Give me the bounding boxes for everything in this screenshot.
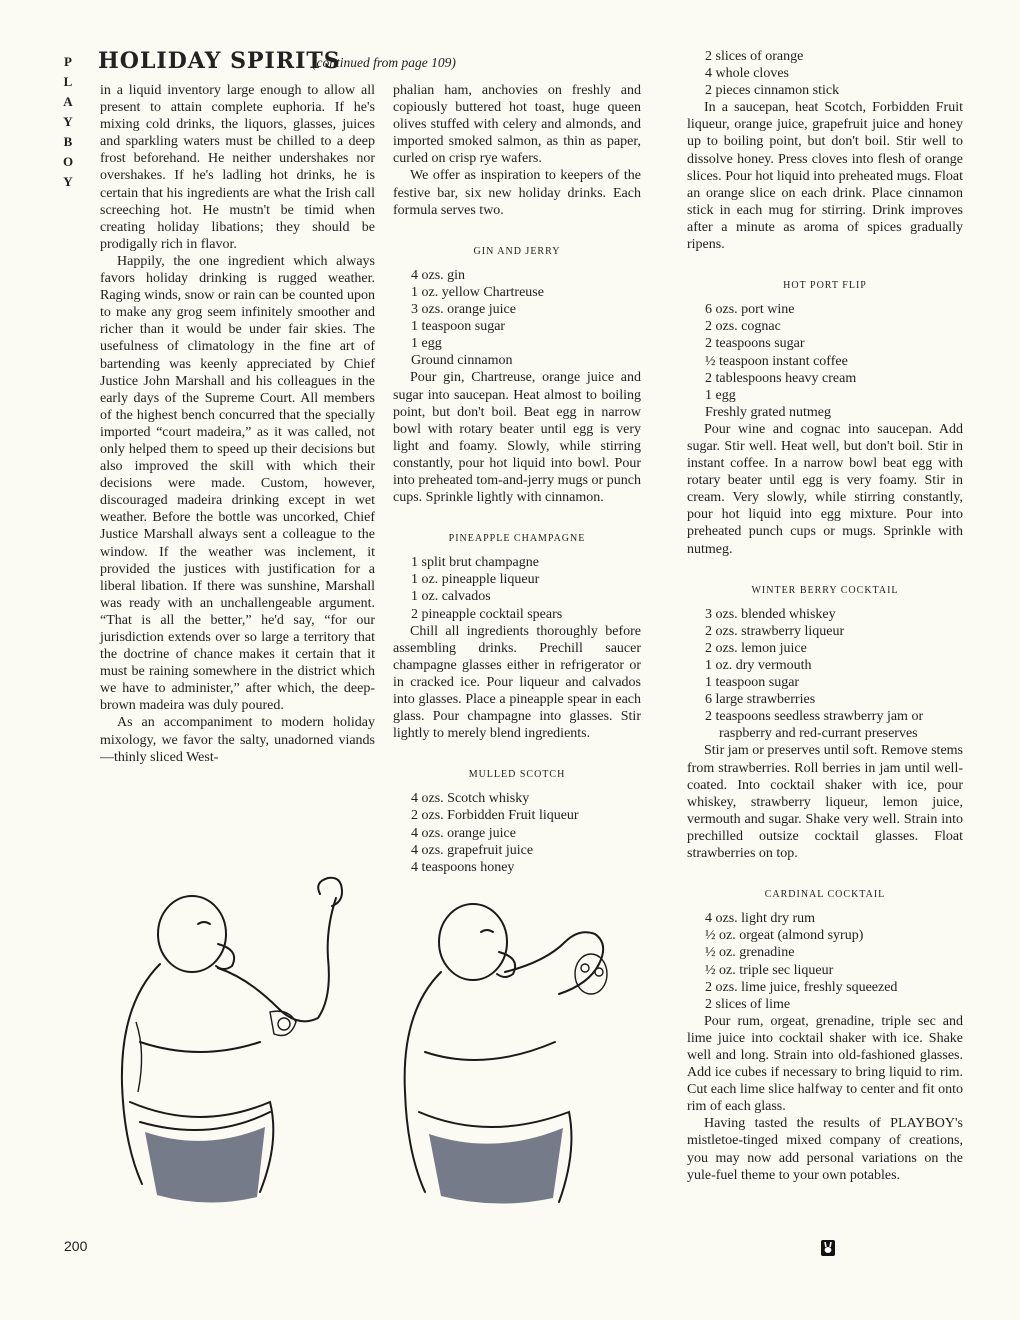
ingredient: 2 teaspoons seedless strawberry jam or	[705, 709, 924, 725]
ingredient: 3 ozs. orange juice	[411, 302, 516, 318]
recipe-method: Chill all ingredients thoroughly before assembling drinks. Prechill saucer champagne glasses either in refrigerator or in cracked ice. Pour liqueur and calvados into glasses. Place a pineapple spear in each glass. Pour champagne into glasses. Stir lightly to merely blend ingredients.	[393, 623, 641, 742]
recipe-heading: GIN AND JERRY	[473, 245, 561, 257]
recipe-heading: PINEAPPLE CHAMPAGNE	[448, 533, 586, 545]
column-1	[100, 82, 375, 766]
ingredient: 6 ozs. port wine	[705, 302, 795, 318]
ingredient: ½ teaspoon instant coffee	[705, 353, 848, 369]
ingredient: 1 egg	[705, 387, 736, 403]
ingredient: 1 oz. pineapple liqueur	[411, 572, 540, 588]
ingredient: 2 ozs. lemon juice	[705, 640, 807, 656]
ingredient: 4 teaspoons honey	[411, 859, 515, 875]
closing-paragraph: Having tasted the results of PLAYBOY's mistletoe-tinged mixed company of creations, you may now add personal variations on the yule-fuel theme to your own potables.	[687, 1116, 963, 1183]
continued-note: (continued from page 109)	[312, 55, 456, 70]
ingredient: Ground cinnamon	[411, 353, 513, 369]
ingredient: 1 teaspoon sugar	[411, 319, 506, 335]
column-2	[393, 82, 641, 876]
recipe-method: In a saucepan, heat Scotch, Forbidden Fruit liqueur, orange juice, grapefruit juice and honey up to boiling point, but don't boil. Stir well to dissolve honey. Press cloves into flesh of orange slices. Pour hot liquid into preheated mugs. Float an orange slice on each drink. Place cinnamon stick in each mug for stirring. Drink improves after a minute as aroma of spices gradually ripens.	[687, 100, 963, 253]
ingredient: 4 whole cloves	[705, 66, 789, 82]
rabbit-logo-icon	[821, 1240, 835, 1256]
letter: P	[64, 54, 72, 69]
ingredient: 2 ozs. Forbidden Fruit liqueur	[411, 808, 579, 824]
ingredient: 1 teaspoon sugar	[705, 675, 800, 691]
paragraph: phalian ham, anchovies on freshly and copiously buttered hot toast, huge queen olives stuffed with celery and almonds, and imported smoked salmon, as thin as paper, curled on crisp rye wafers.	[393, 83, 641, 167]
recipe-heading: WINTER BERRY COCKTAIL	[751, 584, 899, 596]
ingredient: 1 oz. yellow Chartreuse	[411, 284, 544, 300]
letter: A	[63, 94, 73, 109]
letter: B	[63, 134, 73, 149]
ingredient: 2 slices of orange	[705, 49, 804, 64]
ingredient: 4 ozs. grapefruit juice	[411, 842, 534, 858]
ingredient: 2 ozs. cognac	[705, 319, 781, 335]
column-3	[687, 48, 963, 1184]
recipe-heading: CARDINAL COCKTAIL	[764, 889, 886, 901]
recipe-heading: MULLED SCOTCH	[468, 769, 566, 781]
letter: O	[62, 154, 74, 169]
ingredient: 1 split brut champagne	[411, 555, 539, 571]
recipe-method: Pour gin, Chartreuse, orange juice and sugar into saucepan. Heat almost to boiling point, but don't boil. Beat egg in narrow bowl with rotary beater until egg is very light and foamy. Slowly, while stirring constantly, pour hot liquid into bowl. Pour into preheated tom-and-jerry mugs or punch cups. Sprinkle lightly with cinnamon.	[393, 370, 641, 506]
ingredient: 2 pineapple cocktail spears	[411, 606, 563, 622]
ingredient: 2 slices of lime	[705, 996, 791, 1012]
letter: Y	[63, 174, 73, 189]
letter: L	[63, 74, 73, 89]
ingredient-continued: raspberry and red-currant preserves	[719, 726, 918, 742]
page-number: 200	[64, 1238, 88, 1254]
paragraph: in a liquid inventory large enough to allow all present to attain complete euphoria. If he's mixing cold drinks, the liquors, glasses, juices and sparkling waters must be chilled to a deep frost beforehand. He neither undershakes nor overshakes. If he's ladling hot drinks, he is certain that his ingredients are what the Irish call screeching hot. He mustn't be timid when creating holiday libations; they should be prodigally rich in flavor.	[100, 83, 375, 252]
ingredient: 6 large strawberries	[705, 692, 816, 708]
article-title: HOLIDAY SPIRITS	[98, 48, 341, 74]
ingredient: 4 ozs. light dry rum	[705, 911, 816, 927]
ingredient: 2 tablespoons heavy cream	[705, 370, 857, 386]
ingredient: 2 teaspoons sugar	[705, 336, 805, 352]
ingredient: 3 ozs. blended whiskey	[705, 606, 836, 622]
ingredient: ½ oz. triple sec liqueur	[705, 962, 834, 978]
ingredient: ½ oz. orgeat (almond syrup)	[705, 928, 864, 944]
paragraph: We offer as inspiration to keepers of the festive bar, six new holiday drinks. Each formula serves two.	[393, 168, 641, 218]
recipe-method: Pour wine and cognac into saucepan. Add sugar. Stir well. Heat well, but don't boil. Stir in instant coffee. In a narrow bowl beat egg with rotary beater until egg is very foamy. Stir in cream. Very slowly, while stirring constantly, pour hot liquid into egg mixture. Pour into preheated punch cups or mugs. Sprinkle with nutmeg.	[687, 421, 963, 557]
ingredient: 2 pieces cinnamon stick	[705, 83, 840, 99]
ingredient: 2 ozs. strawberry liqueur	[705, 623, 845, 639]
ingredient: 4 ozs. Scotch whisky	[411, 791, 530, 807]
paragraph: As an accompaniment to modern holiday mixology, we favor the salty, unadorned viands—thinly sliced West-	[100, 715, 375, 765]
ingredient: 2 ozs. lime juice, freshly squeezed	[705, 979, 898, 995]
recipe-method: Pour rum, orgeat, grenadine, triple sec and lime juice into cocktail shaker with ice. Shake well and long. Strain into old-fashioned glasses. Add ice cubes if necessary to bring liquid to rim. Cut each lime slice halfway to center and fit onto rim of each glass.	[687, 1013, 963, 1115]
ingredient: 1 oz. calvados	[411, 589, 491, 605]
ingredient: Freshly grated nutmeg	[705, 404, 831, 420]
strongman-flexing-illustration	[100, 872, 375, 1222]
letter: Y	[63, 114, 73, 129]
paragraph: Happily, the one ingredient which always favors holiday drinking is rugged weather. Raging winds, snow or rain can be counted upon to make any grog seem infinitely smoother and richer than it would be under fair skies. The usefulness of climatology in the fine art of bartending was keenly appreciated by Chief Justice John Marshall and his colleagues in the early days of the Supreme Court. All members of the highest bench concurred that the specially imported “court madeira,” as it was called, not only helped them to speed up their decisions but also improved the skill with which their decisions were made. Custom, however, discouraged madeira drinking except in wet weather. Before the bottle was uncorked, Chief Justice Marshall always sent a colleague to the window. If the weather was inclement, it provided the justices with justification for a liberal libation. If there was sunshine, Marshall was ready with an unchallengeable argument. “That is all the better,” he'd say, “for our jurisdiction extends over so large a territory that the doctrine of chance makes it certain that it must be raining somewhere in the district which we have to administer,” after which, the deep-brown madeira was duly poured.	[100, 253, 375, 714]
strongman-with-tattoo-illustration	[395, 872, 665, 1222]
ingredient: 1 oz. dry vermouth	[705, 658, 812, 673]
ingredient: ½ oz. grenadine	[705, 945, 795, 961]
recipe-heading: HOT PORT FLIP	[783, 280, 867, 292]
magazine-name-vertical	[58, 52, 78, 192]
ingredient: 4 ozs. gin	[411, 267, 466, 283]
ingredient: 4 ozs. orange juice	[411, 825, 516, 841]
recipe-method: Stir jam or preserves until soft. Remove stems from strawberries. Roll berries in jam until well-coated. Into cocktail shaker with ice, pour whiskey, strawberry liqueur, lemon juice, vermouth and sugar. Shake very well. Strain into prechilled outsize cocktail glasses. Float strawberries on top.	[687, 743, 963, 862]
ingredient: 1 egg	[411, 336, 442, 352]
